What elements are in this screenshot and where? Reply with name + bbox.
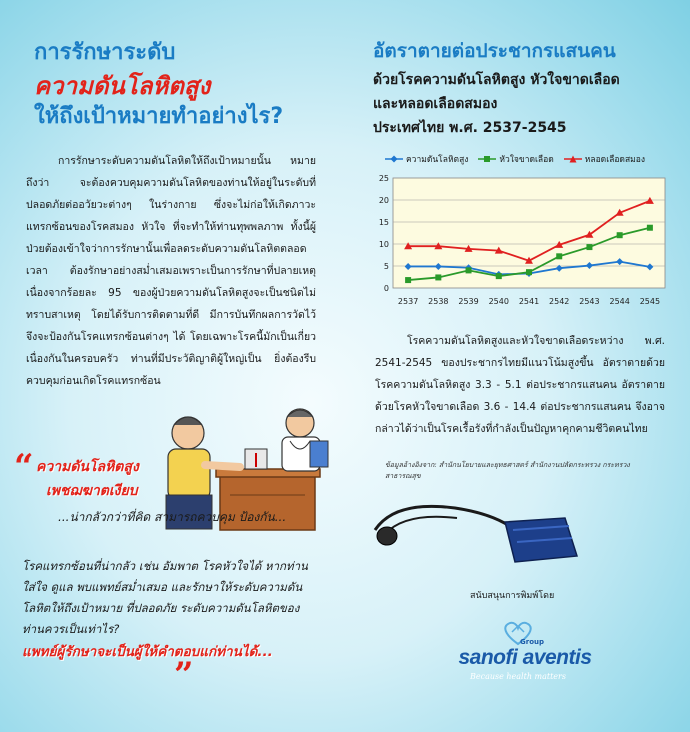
left-title-line2: ความดันโลหิตสูง: [34, 72, 211, 100]
right-subtitle: [373, 68, 673, 140]
right-body-text: [375, 330, 665, 440]
data-point: [586, 244, 592, 250]
logo-tagline: Because health matters: [470, 672, 566, 681]
right-subtitle-line1: ด้วยโรคความดันโลหิตสูง หัวใจขาดเลือด: [373, 72, 620, 88]
sponsor-label: สนับสนุนการพิมพ์โดย: [470, 591, 555, 601]
left-title-line1: การรักษาระดับ: [34, 40, 176, 65]
left-title-line3: ให้ถึงเป้าหมายทำอย่างไร?: [34, 104, 284, 129]
y-tick-label: 25: [378, 174, 389, 183]
x-tick-label: 2543: [579, 297, 600, 306]
x-tick-label: 2540: [488, 297, 509, 306]
data-point: [496, 273, 502, 279]
quote-title-1: ความดันโลหิตสูง: [36, 459, 139, 475]
legend-label-hypertension: ความดันโลหิตสูง: [406, 155, 469, 165]
legend-label-ischemic: หัวใจขาดเลือด: [499, 155, 554, 165]
sanofi-aventis-logo: [440, 620, 640, 700]
x-tick-label: 2537: [397, 297, 419, 306]
left-body-paragraph: การรักษาระดับความดันโลหิตให้ถึงเป้าหมายนั้น หมายถึงว่า จะต้องควบคุมความดันโลหิตของท่านให้อยู่ในระดับที่ปลอดภัยต่ออวัยวะต่างๆ ในร่างกาย ซึ่งจะไม่ก่อให้เกิดภาวะแทรกซ้อนของโรคสมอง หัวใจ ที่จะทำให้ท่านทุพพลภาพ ทั้งนี้ผู้ป่วยต้องเข้าใจว่าการรักษานั้นเพื่อลดระดับความดันโลหิตตลอดเวลา ต้องรักษาอย่างสม่ำเสมอเพราะเป็นการรักษาที่ปลายเหตุ เนื่องจากร้อยละ 95 ของผู้ป่วยความดันโลหิตสูงจะเป็นชนิดไม่ทราบสาเหตุ โดยได้รับการติดตามที่ดี มีการบันทึกผลการวัดไว้ จึงจะป้องกันโรคแทรกซ้อนต่างๆ ได้ โดยเฉพาะโรคนี้มักเป็นเกี่ยวเนื่องกันในครอบครัว ท่านที่มีประวัติญาติผู้ใหญ่เป็น ยิ่งต้องรีบควบคุมก่อนเกิดโรคแทรกซ้อน: [26, 155, 316, 387]
data-point: [617, 232, 623, 238]
quote-subtitle: ...น่ากลัวกว่าที่คิด สามารถควบคุม ป้องกัน...: [58, 510, 287, 524]
source-note: ข้อมูลอ้างอิงจาก: สำนักนโยบายและยุทธศาสตร์ สำนักงานปลัดกระทรวง กระทรวงสาธารณสุข: [385, 461, 630, 480]
data-point: [405, 277, 411, 283]
y-tick-label: 5: [383, 262, 389, 271]
y-tick-label: 0: [383, 284, 389, 293]
close-quote-mark: ”: [174, 655, 194, 695]
quote-title-2: เพชฌฆาตเงียบ: [46, 483, 138, 499]
right-subtitle-line2: และหลอดเลือดสมอง: [373, 96, 498, 112]
logo-group-text: Group: [520, 638, 545, 646]
x-tick-label: 2544: [609, 297, 630, 306]
quote-body: โรคแทรกซ้อนที่น่ากลัว เช่น อัมพาต โรคหัวใจได้ หากท่านใส่ใจ ดูแล พบแพทย์สม่ำเสมอ และรักษาให้ระดับความดันโลหิตให้ถึงเป้าหมาย ที่ปลอดภัย ระดับความดันโลหิตของท่านควรเป็นเท่าไร?: [22, 559, 308, 636]
legend-label-stroke: หลอดเลือดสมอง: [584, 155, 645, 165]
data-point: [526, 269, 532, 275]
blood-pressure-cuff-image: [365, 490, 585, 570]
x-tick-label: 2542: [549, 297, 570, 306]
open-quote-mark: “: [14, 447, 34, 487]
x-tick-label: 2545: [639, 297, 661, 306]
data-point: [466, 267, 472, 273]
x-tick-label: 2539: [458, 297, 479, 306]
y-tick-label: 20: [378, 196, 389, 205]
quote-ending: แพทย์ผู้รักษาจะเป็นผู้ให้คำตอบแก่ท่านได้...: [22, 644, 273, 660]
x-tick-label: 2541: [518, 297, 540, 306]
data-point: [556, 253, 562, 259]
right-subtitle-line3: ประเทศไทย พ.ศ. 2537-2545: [373, 120, 567, 136]
y-tick-label: 10: [378, 240, 389, 249]
data-point: [435, 274, 441, 280]
logo-name-text: sanofi aventis: [458, 646, 592, 669]
mortality-line-chart: [365, 150, 675, 315]
y-tick-label: 15: [378, 218, 389, 227]
right-title: อัตราตายต่อประชากรแสนคน: [373, 40, 616, 62]
right-body-paragraph: โรคความดันโลหิตสูงและหัวใจขาดเลือดระหว่าง พ.ศ. 2541-2545 ของประชากรไทยมีแนวโน้มสูงขึ้น อัตราตายด้วยโรคความดันโลหิตสูง 3.3 - 5.1 ต่อประชากรแสนคน อัตราตายด้วยโรคหัวใจขาดเลือด 3.6 - 14.4 ต่อประชากรแสนคน จึงอาจกล่าวได้ว่าเป็นโรคเรื้อรังที่กำลังเป็นปัญหาคุกคามชีวิตคนไทย: [375, 335, 665, 435]
x-tick-label: 2538: [428, 297, 449, 306]
data-point: [647, 225, 653, 231]
left-body-text: [26, 150, 316, 392]
